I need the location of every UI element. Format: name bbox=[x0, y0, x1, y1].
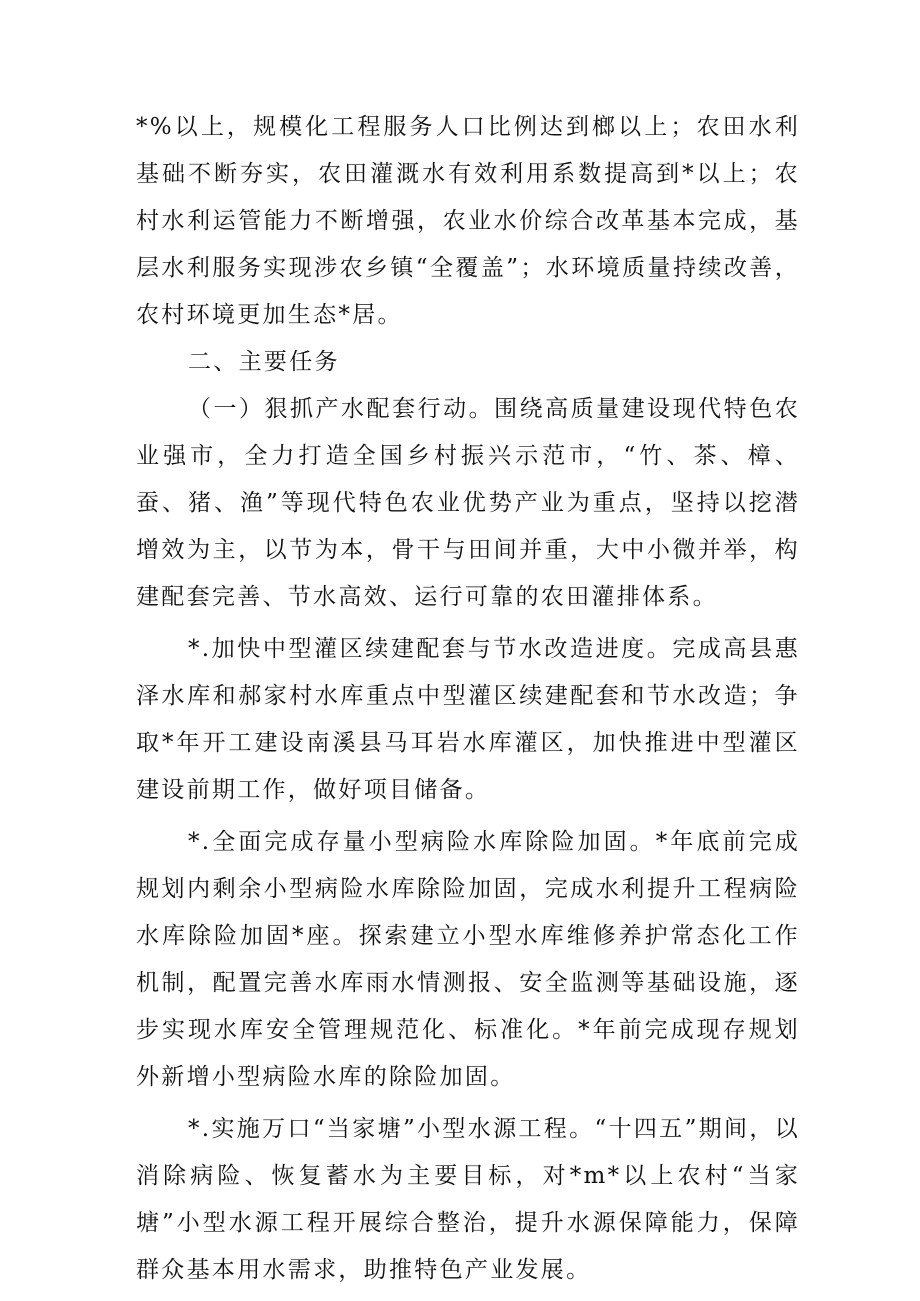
section-heading-main-tasks: 二、主要任务 bbox=[188, 349, 340, 375]
paragraph-item-irrigation: *.加快中型灌区续建配套与节水改造进度。完成高县惠泽水库和郝家村水库重点中型灌区续建配套和节水改造；争取*年开工建设南溪县马耳岩水库灌区，加快推进中型灌区建设前期工作，做好项目储备。 bbox=[136, 636, 800, 803]
paragraph-targets: *%以上，规模化工程服务人口比例达到榔以上；农田水利基础不断夯实，农田灌溉水有效利用系数提高到*以上；农村水利运管能力不断增强，农业水价综合改革基本完成，基层水利服务实现涉农乡镇“全覆盖”；水环境质量持续改善，农村环境更加生态*居。 bbox=[136, 114, 800, 328]
paragraph-item-ponds: *.实施万口“当家塘”小型水源工程。“十四五”期间，以消除病险、恢复蓄水为主要目标，对*m*以上农村“当家塘”小型水源工程开展综合整治，提升水源保障能力，保障群众基本用水需求，助推特色产业发展。 bbox=[136, 1116, 800, 1283]
paragraph-action-one: （一）狠抓产水配套行动。围绕高质量建设现代特色农业强市，全力打造全国乡村振兴示范市，“竹、茶、樟、蚕、猪、渔”等现代特色农业优势产业为重点，坚持以挖潜增效为主，以节为本，骨干与田间并重，大中小微并举，构建配套完善、节水高效、运行可靠的农田灌排体系。 bbox=[136, 396, 800, 610]
paragraph-item-reservoirs: *.全面完成存量小型病险水库除险加固。*年底前完成规划内剩余小型病险水库除险加固，完成水利提升工程病险水库除险加固*座。探索建立小型水库维修养护常态化工作机制，配置完善水库雨水情测报、安全监测等基础设施，逐步实现水库安全管理规范化、标准化。*年前完成现存规划外新增小型病险水库的除险加固。 bbox=[136, 829, 800, 1090]
